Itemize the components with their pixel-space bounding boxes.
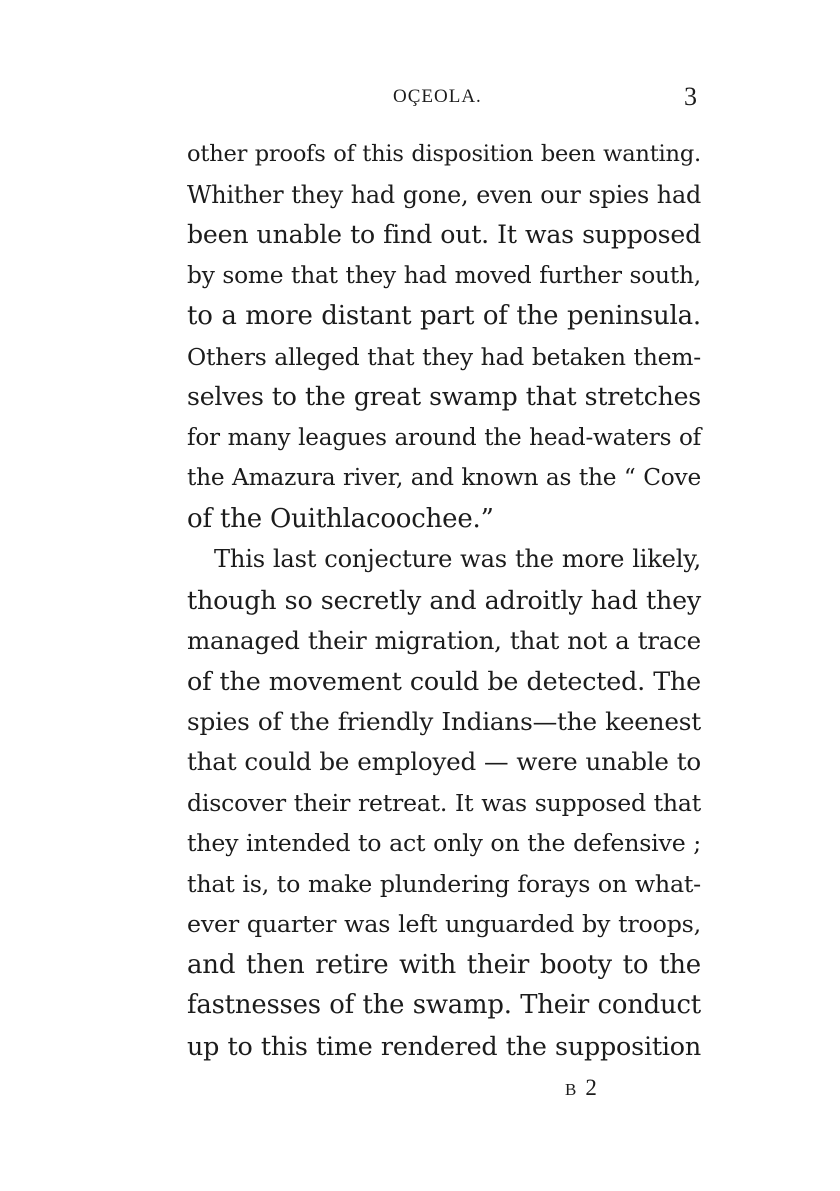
- text-line: selves to the great swamp that stretches: [187, 382, 701, 412]
- body-text: [187, 134, 701, 1067]
- text-line: up to this time rendered the supposition: [187, 1031, 701, 1062]
- text-line: discover their retreat. It was supposed that: [187, 788, 701, 817]
- text-line: of the movement could be detected. The: [187, 666, 701, 697]
- signature-number: 2: [585, 1075, 597, 1100]
- text-line: ever quarter was left unguarded by troops,: [187, 910, 701, 939]
- paragraph-1: [187, 134, 701, 539]
- text-line: been unable to find out. It was supposed: [187, 220, 701, 250]
- text-line: though so secretly and adroitly had they: [187, 585, 701, 616]
- text-line: managed their migration, that not a trace: [187, 625, 701, 655]
- text-line: other proofs of this disposition been wanting.: [187, 141, 701, 167]
- text-line: spies of the friendly Indians—the keenest: [187, 706, 701, 736]
- signature-letter: B: [565, 1080, 578, 1099]
- text-line: that is, to make plundering forays on what-: [187, 869, 701, 898]
- signature-mark: [565, 1075, 597, 1101]
- running-title: OÇEOLA.: [393, 86, 482, 107]
- text-line: Others alleged that they had betaken them-: [187, 342, 701, 371]
- page-number: 3: [684, 82, 697, 111]
- text-line: that could be employed — were unable to: [187, 747, 701, 777]
- running-head: [0, 82, 840, 114]
- text-line: for many leagues around the head-waters of: [187, 424, 701, 451]
- text-line: and then retire with their booty to the: [187, 949, 701, 980]
- text-line: the Amazura river, and known as the “ Cove: [187, 464, 701, 492]
- text-line: to a more distant part of the peninsula.: [187, 301, 701, 332]
- paragraph-2: [187, 539, 701, 1066]
- text-line: This last conjecture was the more likely,: [214, 545, 701, 574]
- text-line: they intended to act only on the defensive ;: [187, 829, 701, 858]
- text-line: of the Ouithlacoochee.”: [187, 503, 494, 534]
- text-line: by some that they had moved further south,: [187, 261, 701, 289]
- text-line: Whither they had gone, even our spies had: [187, 180, 701, 209]
- text-line: fastnesses of the swamp. Their conduct: [187, 990, 701, 1021]
